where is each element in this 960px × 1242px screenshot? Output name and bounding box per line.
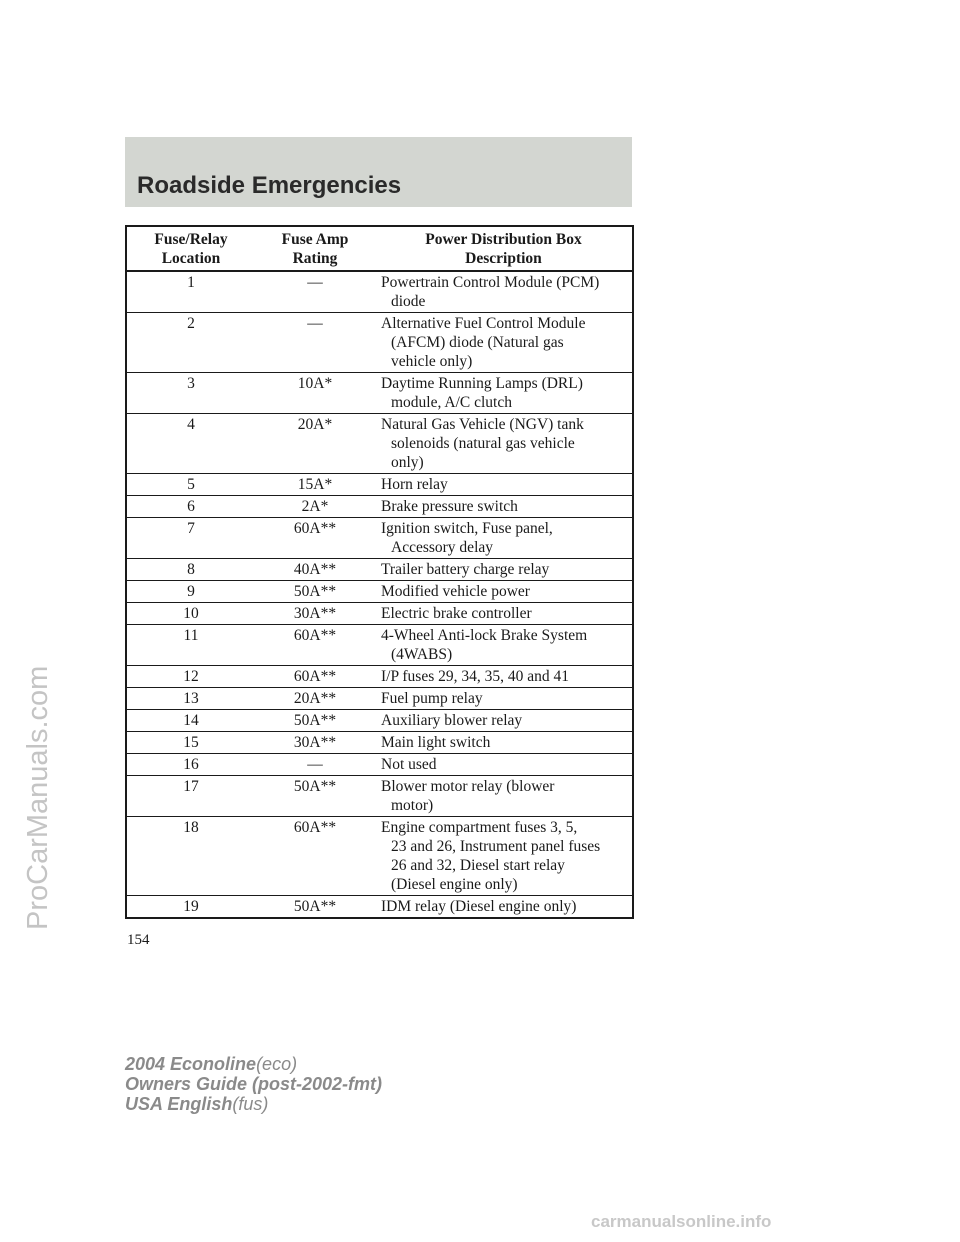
fuse-description-cell <box>375 496 633 518</box>
fuse-table-body <box>126 271 633 918</box>
fuse-rating-cell: 60A** <box>255 518 375 559</box>
description-line: Blower motor relay (blower <box>381 778 555 795</box>
header-rating: Fuse Amp Rating <box>255 226 375 271</box>
table-row <box>126 373 633 414</box>
fuse-rating-cell: 50A** <box>255 896 375 919</box>
description-line: module, A/C clutch <box>391 394 512 411</box>
table-row <box>126 496 633 518</box>
fuse-location-cell: 2 <box>126 313 255 373</box>
description-line: 4-Wheel Anti-lock Brake System <box>381 627 588 644</box>
description-line: Daytime Running Lamps (DRL) <box>381 375 583 392</box>
description-line: (AFCM) diode (Natural gas <box>391 334 564 351</box>
fuse-rating-cell: 10A* <box>255 373 375 414</box>
table-row <box>126 313 633 373</box>
description-line: Main light switch <box>381 734 491 751</box>
description-line: Accessory delay <box>391 539 493 556</box>
fuse-location-cell: 15 <box>126 732 255 754</box>
fuse-rating-cell: 20A* <box>255 414 375 474</box>
fuse-rating-cell: 60A** <box>255 817 375 896</box>
fuse-rating-cell: 50A** <box>255 710 375 732</box>
fuse-rating-cell: 60A** <box>255 666 375 688</box>
fuse-location-cell: 18 <box>126 817 255 896</box>
description-line: only) <box>391 454 424 471</box>
fuse-description-cell <box>375 896 633 919</box>
fuse-description-cell <box>375 817 633 896</box>
fuse-description-cell <box>375 625 633 666</box>
fuse-location-cell: 3 <box>126 373 255 414</box>
fuse-description-cell <box>375 518 633 559</box>
description-line: 26 and 32, Diesel start relay <box>391 857 565 874</box>
fuse-description-cell <box>375 313 633 373</box>
fuse-location-cell: 8 <box>126 559 255 581</box>
header-description: Power Distribution Box Description <box>375 226 633 271</box>
table-row <box>126 754 633 776</box>
description-line: Brake pressure switch <box>381 498 518 515</box>
table-row <box>126 732 633 754</box>
fuse-description-cell <box>375 271 633 313</box>
fuse-description-cell <box>375 666 633 688</box>
page-number: 154 <box>127 932 150 948</box>
fuse-location-cell: 6 <box>126 496 255 518</box>
fuse-rating-cell: — <box>255 754 375 776</box>
description-line: I/P fuses 29, 34, 35, 40 and 41 <box>381 668 569 685</box>
footer-line-3: USA English(fus) <box>125 1094 269 1114</box>
description-line: vehicle only) <box>391 353 473 370</box>
fuse-rating-cell: 15A* <box>255 474 375 496</box>
fuse-description-cell <box>375 732 633 754</box>
fuse-location-cell: 9 <box>126 581 255 603</box>
table-row <box>126 518 633 559</box>
fuse-location-cell: 1 <box>126 271 255 313</box>
fuse-location-cell: 11 <box>126 625 255 666</box>
fuse-description-cell <box>375 414 633 474</box>
bottom-watermark: carmanualsonline.info <box>591 1212 772 1231</box>
fuse-description-cell <box>375 474 633 496</box>
fuse-rating-cell: 30A** <box>255 732 375 754</box>
fuse-location-cell: 16 <box>126 754 255 776</box>
description-line: 23 and 26, Instrument panel fuses <box>391 838 601 855</box>
table-row <box>126 414 633 474</box>
table-row <box>126 817 633 896</box>
table-row <box>126 625 633 666</box>
fuse-table <box>125 225 634 919</box>
table-row <box>126 776 633 817</box>
fuse-location-cell: 12 <box>126 666 255 688</box>
fuse-description-cell <box>375 688 633 710</box>
fuse-location-cell: 17 <box>126 776 255 817</box>
fuse-rating-cell: 30A** <box>255 603 375 625</box>
fuse-location-cell: 13 <box>126 688 255 710</box>
description-line: IDM relay (Diesel engine only) <box>381 898 577 915</box>
footer-line-2: Owners Guide (post-2002-fmt) <box>125 1074 383 1094</box>
fuse-rating-cell: 50A** <box>255 776 375 817</box>
description-line: Horn relay <box>381 476 448 493</box>
table-row <box>126 603 633 625</box>
fuse-rating-cell: 50A** <box>255 581 375 603</box>
document-footer <box>125 1054 382 1114</box>
fuse-rating-cell: 20A** <box>255 688 375 710</box>
fuse-rating-cell: 2A* <box>255 496 375 518</box>
description-line: Ignition switch, Fuse panel, <box>381 520 553 537</box>
table-row <box>126 474 633 496</box>
fuse-location-cell: 7 <box>126 518 255 559</box>
description-line: Electric brake controller <box>381 605 532 622</box>
fuse-rating-cell: 40A** <box>255 559 375 581</box>
description-line: diode <box>391 293 426 310</box>
fuse-location-cell: 14 <box>126 710 255 732</box>
description-line: (Diesel engine only) <box>391 876 518 893</box>
fuse-location-cell: 5 <box>126 474 255 496</box>
description-line: Fuel pump relay <box>381 690 483 707</box>
fuse-location-cell: 19 <box>126 896 255 919</box>
fuse-description-cell <box>375 754 633 776</box>
table-row <box>126 710 633 732</box>
description-line: Alternative Fuel Control Module <box>381 315 586 332</box>
fuse-rating-cell: — <box>255 313 375 373</box>
description-line: (4WABS) <box>391 646 453 663</box>
table-header-row <box>126 226 633 271</box>
description-line: Powertrain Control Module (PCM) <box>381 274 600 291</box>
fuse-location-cell: 4 <box>126 414 255 474</box>
description-line: Modified vehicle power <box>381 583 530 600</box>
fuse-description-cell <box>375 603 633 625</box>
description-line: Engine compartment fuses 3, 5, <box>381 819 578 836</box>
description-line: Trailer battery charge relay <box>381 561 550 578</box>
fuse-rating-cell: — <box>255 271 375 313</box>
fuse-description-cell <box>375 710 633 732</box>
fuse-rating-cell: 60A** <box>255 625 375 666</box>
description-line: solenoids (natural gas vehicle <box>391 435 575 452</box>
footer-line-1: 2004 Econoline(eco) <box>125 1054 298 1074</box>
description-line: Not used <box>381 756 437 773</box>
section-title: Roadside Emergencies <box>137 172 402 199</box>
description-line: Natural Gas Vehicle (NGV) tank <box>381 416 584 433</box>
fuse-description-cell <box>375 373 633 414</box>
header-location: Fuse/Relay Location <box>126 226 255 271</box>
description-line: motor) <box>391 797 434 814</box>
description-line: Auxiliary blower relay <box>381 712 523 729</box>
table-row <box>126 581 633 603</box>
table-row <box>126 559 633 581</box>
fuse-location-cell: 10 <box>126 603 255 625</box>
fuse-description-cell <box>375 581 633 603</box>
side-watermark: ProCarManuals.com <box>22 665 54 930</box>
fuse-description-cell <box>375 776 633 817</box>
table-row <box>126 688 633 710</box>
table-row <box>126 666 633 688</box>
table-row <box>126 896 633 919</box>
fuse-description-cell <box>375 559 633 581</box>
table-row <box>126 271 633 313</box>
